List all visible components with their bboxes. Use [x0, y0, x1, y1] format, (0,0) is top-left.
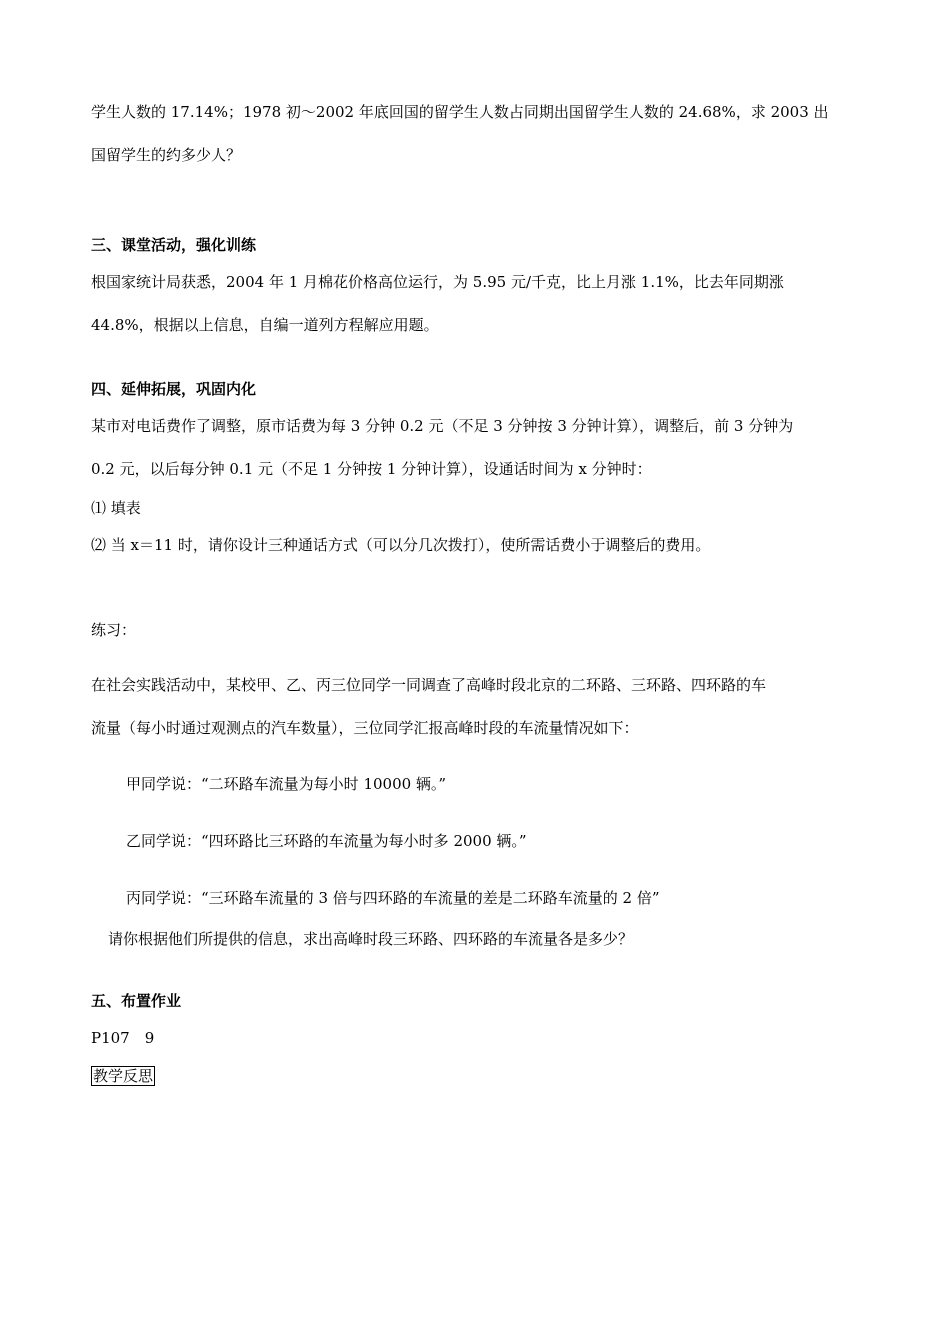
paragraph-line: 在社会实践活动中，某校甲、乙、丙三位同学一同调查了高峰时段北京的二环路、三环路、四环路的车 [91, 676, 767, 694]
section-heading: 四、延伸拓展，巩固内化 [91, 380, 257, 398]
homework-line: P107 9 [91, 1029, 155, 1047]
practice-label: 练习： [91, 621, 137, 639]
list-item: ⑴ 填表 [91, 499, 141, 517]
list-item: ⑵ 当 x＝11 时，请你设计三种通话方式（可以分几次拨打），使所需话费小于调整后的费用。 [91, 536, 711, 554]
paragraph-line: 0.2 元，以后每分钟 0.1 元（不足 1 分钟按 1 分钟计算），设通话时间为 x 分钟时： [91, 460, 652, 478]
quote-line: 甲同学说：“二环路车流量为每小时 10000 辆。” [126, 775, 447, 793]
reflection-label: 教学反思 [93, 1067, 154, 1085]
paragraph-line: 44.8%，根据以上信息，自编一道列方程解应用题。 [91, 316, 439, 334]
section-heading: 三、课堂活动，强化训练 [91, 236, 257, 254]
question-line: 请你根据他们所提供的信息，求出高峰时段三环路、四环路的车流量各是多少？ [108, 930, 634, 948]
section-heading: 五、布置作业 [91, 992, 182, 1010]
reflection-label-wrapper [91, 1066, 155, 1086]
paragraph-line: 根国家统计局获悉，2004 年 1 月棉花价格高位运行，为 5.95 元/千克，比上月涨 1.1%，比去年同期涨 [91, 273, 784, 291]
paragraph-line: 某市对电话费作了调整，原市话费为每 3 分钟 0.2 元（不足 3 分钟按 3 分钟计算），调整后，前 3 分钟为 [91, 417, 794, 435]
quote-line: 乙同学说：“四环路比三环路的车流量为每小时多 2000 辆。” [126, 832, 527, 850]
paragraph-line: 流量（每小时通过观测点的汽车数量），三位同学汇报高峰时段的车流量情况如下： [91, 719, 639, 737]
paragraph-line: 学生人数的 17.14%；1978 初～2002 年底回国的留学生人数占同期出国留学生人数的 24.68%，求 2003 出 [91, 103, 829, 121]
paragraph-line: 国留学生的约多少人？ [91, 146, 242, 164]
quote-line: 丙同学说：“三环路车流量的 3 倍与四环路的车流量的差是二环路车流量的 2 倍” [126, 889, 660, 907]
